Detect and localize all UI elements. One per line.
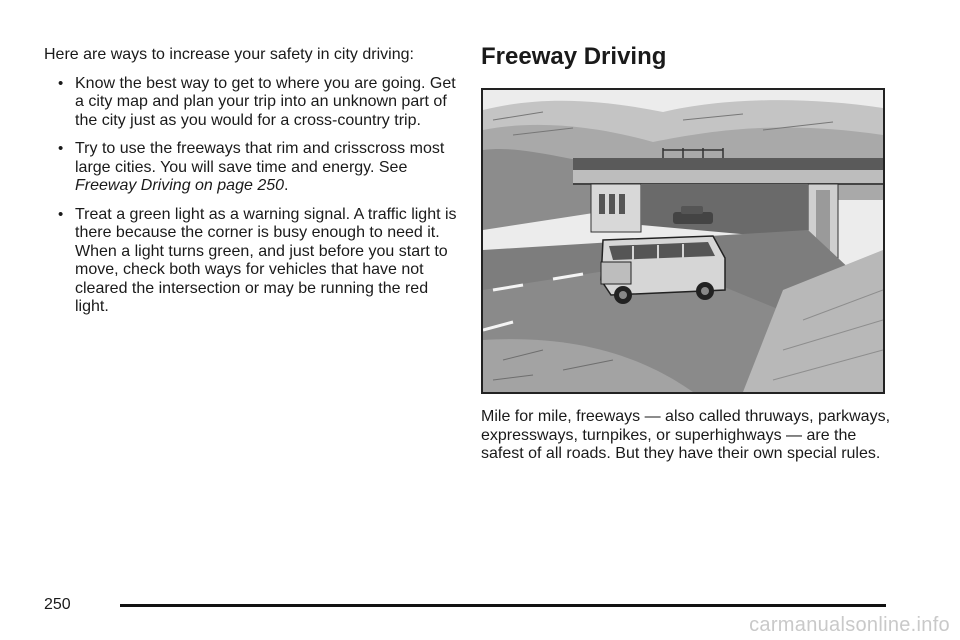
list-item-text: Treat a green light as a warning signal. A traffic light is there because the corner is busy enough to need it. When a light turns green, and just before you start to move, check both ways for vehicles that have not cleared the intersection or may be running the red light. [75,205,457,315]
footer-divider [120,604,886,607]
page-number: 250 [44,596,71,613]
list-item [44,206,464,317]
watermark-text: carmanualsonline.info [749,614,950,636]
bullet-icon: • [58,140,64,157]
list-item-text: Try to use the freeways that rim and crisscross most large cities. You will save time and energy. See [75,140,445,176]
list-item-text: Know the best way to get to where you are going. Get a city map and plan your trip into an unknown part of the city just as you would for a cross-country trip. [75,74,456,129]
left-column [44,46,464,327]
safety-tips-list [44,75,464,317]
section-heading: Freeway Driving [481,43,667,70]
bullet-icon: • [58,74,64,92]
intro-text: Here are ways to increase your safety in city driving: [44,46,414,63]
freeway-illustration [481,88,885,394]
freeway-scene-image [483,90,883,392]
page-reference-link[interactable]: Freeway Driving on page 250 [75,177,285,194]
section-paragraph: Mile for mile, freeways — also called thruways, parkways, expressways, turnpikes, or superhighways — are the safest of all roads. But they have their own special rules. [481,408,891,462]
list-item-text-end: . [284,177,289,194]
right-column [481,42,901,462]
list-item [44,75,464,131]
bullet-icon: • [58,205,64,223]
list-item [44,140,464,196]
